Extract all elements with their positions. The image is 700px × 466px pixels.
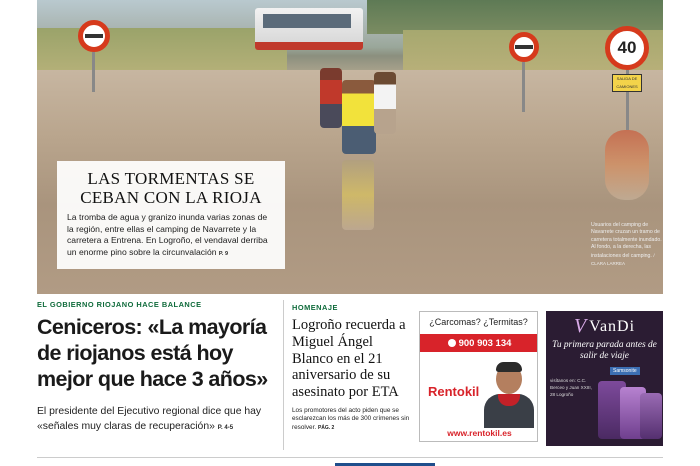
hero-caption-box (57, 161, 285, 269)
photo-caption (591, 222, 663, 268)
main-story-lede (37, 404, 282, 436)
suitcase-icon (640, 393, 662, 439)
main-story-page-ref[interactable]: P. 4-5 (217, 425, 234, 431)
vandi-ad[interactable] (546, 311, 663, 446)
no-parking-sign-icon (509, 32, 539, 62)
side-story-page-ref[interactable]: PÁG. 2 (317, 424, 335, 431)
main-story-headline[interactable]: Ceniceros: «La mayoría de riojanos está hoy mejor que hace 3 años» (37, 315, 268, 391)
side-story-headline[interactable]: Logroño recuerda a Miguel Ángel Blanco en el 21 aniversario de su asesinato por ETA (292, 317, 406, 401)
ad-question: ¿Carcomas? ¿Termitas? (429, 317, 528, 327)
vandi-name: VanDi (589, 317, 636, 335)
person-wading (320, 68, 342, 128)
person-wading (342, 80, 376, 154)
side-story-kicker: HOMENAJE (292, 303, 338, 312)
hero-body (67, 212, 275, 260)
hero-page-ref[interactable]: P. 9 (218, 250, 228, 257)
bus (255, 8, 363, 50)
ad-url-link[interactable]: www.rentokil.es (447, 428, 512, 438)
vandi-tagline: Tu primera parada antes de salir de viaje (552, 340, 657, 361)
rentokil-logo: Rentokil (428, 384, 480, 399)
sign-pole (522, 62, 525, 112)
phone-icon (448, 339, 456, 347)
no-parking-sign-icon (78, 20, 110, 52)
person-reflection (342, 160, 374, 230)
ad-person-photo (482, 358, 536, 428)
rentokil-ad[interactable] (419, 311, 538, 442)
vandi-logo (546, 315, 663, 338)
vandi-stores: visítanos en: C.C. Berceo y Juan XXIII, 28 Logroño (550, 378, 592, 397)
speed-limit-sign: 40 (605, 26, 649, 70)
hero-title[interactable]: LAS TORMENTAS SE CEBAN CON LA RIOJA (80, 169, 262, 207)
column-divider (283, 300, 284, 450)
bottom-rule (37, 457, 663, 458)
sign-pole (92, 52, 95, 92)
main-story-kicker: EL GOBIERNO RIOJANO HACE BALANCE (37, 300, 202, 309)
sign-reflection (605, 130, 649, 200)
main-story-lede-text: El presidente del Ejecutivo regional dice que hay «señales muy claras de recuperación» (37, 406, 262, 432)
person-wading (374, 72, 396, 134)
side-story-lede (292, 407, 414, 432)
side-story-lede-text: Los promotores del acto piden que se esclarezcan los más de 300 crímenes sin resolver. (292, 407, 410, 431)
vandi-logo-letter: V (573, 315, 587, 337)
hero-body-text: La tromba de agua y granizo inunda varias zonas de la región, entre ellas el camping de Navarrete y la carretera a Entrena. En Logroño, el vendaval derriba un enorme pino sobre la circunvalación (67, 212, 268, 257)
ad-phone-number: 900 903 134 (458, 337, 512, 349)
ad-phone-bar[interactable] (420, 334, 538, 352)
photo-credit: / CLARA LARREA (591, 252, 655, 267)
samsonite-badge: Samsonite (610, 367, 640, 375)
exit-sign: SALIDA DE CAMIONES (612, 74, 642, 92)
photo-caption-text: Usuarios del camping de Navarrete cruzan un tramo de carretera totalmente inundado. Al fondo, a la derecha, las instalaciones del camping. (591, 222, 662, 259)
